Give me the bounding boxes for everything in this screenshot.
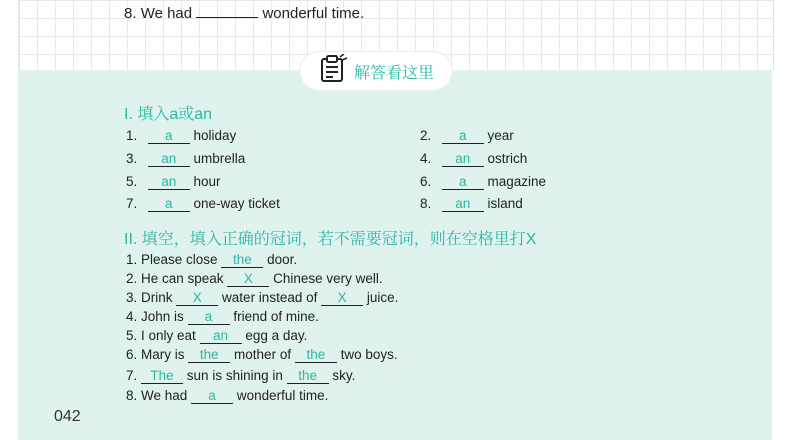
s1-item-4: 4. an ostrich — [420, 151, 528, 166]
s1-answer-4: an — [442, 151, 484, 167]
s2-answer-3b: X — [321, 290, 363, 306]
s1-item-7: 7. a one-way ticket — [126, 196, 280, 211]
section1-title: I. 填入a或an — [124, 106, 213, 123]
s2-item-6: 6. Mary is the mother of the two boys. — [126, 347, 398, 362]
answer-header-title: 解答看这里 — [353, 64, 434, 82]
s1-item-1: 1. a holiday — [126, 128, 237, 143]
s1-answer-1: a — [148, 128, 190, 144]
s1-answer-6: a — [442, 174, 484, 190]
s1-item-5: 5. an hour — [126, 174, 221, 189]
s2-item-5: 5. I only eat an egg a day. — [126, 328, 308, 343]
s1-answer-2: a — [442, 128, 484, 144]
s2-answer-5: an — [200, 328, 242, 344]
top-sentence-blank — [196, 16, 258, 18]
s2-item-3: 3. Drink X water instead of X juice. — [126, 290, 399, 305]
s1-item-6: 6. a magazine — [420, 174, 547, 189]
s2-answer-7a: The — [141, 368, 183, 384]
s2-item-2: 2. He can speak X Chinese very well. — [126, 271, 383, 286]
s2-answer-1: the — [221, 252, 263, 268]
top-sentence-after: wonderful time. — [262, 5, 365, 22]
s2-answer-7b: the — [287, 368, 329, 384]
s2-answer-8: a — [191, 388, 233, 404]
s1-item-8: 8. an island — [420, 196, 523, 211]
section2-title: II. 填空，填入正确的冠词，若不需要冠词，则在空格里打X — [124, 231, 537, 248]
s2-answer-4: a — [188, 309, 230, 325]
s1-item-2: 2. a year — [420, 128, 514, 143]
s2-answer-3a: X — [176, 290, 218, 306]
top-sentence — [124, 5, 364, 22]
s1-answer-8: an — [442, 196, 484, 212]
s2-item-7: 7. The sun is shining in the sky. — [126, 368, 356, 383]
s2-answer-2: X — [227, 271, 269, 287]
clipboard-icon — [318, 54, 348, 89]
answer-header — [300, 52, 452, 90]
s2-item-1: 1. Please close the door. — [126, 252, 298, 267]
s2-answer-6b: the — [295, 347, 337, 363]
s1-answer-3: an — [148, 151, 190, 167]
s2-answer-6a: the — [188, 347, 230, 363]
top-sentence-before: We had — [140, 5, 193, 22]
s1-answer-5: an — [148, 174, 190, 190]
s2-item-8: 8. We had a wonderful time. — [126, 388, 329, 403]
top-sentence-number: 8. — [124, 5, 137, 22]
page-number: 042 — [54, 408, 81, 425]
s2-item-4: 4. John is a friend of mine. — [126, 309, 319, 324]
s1-answer-7: a — [148, 196, 190, 212]
s1-item-3: 3. an umbrella — [126, 151, 246, 166]
